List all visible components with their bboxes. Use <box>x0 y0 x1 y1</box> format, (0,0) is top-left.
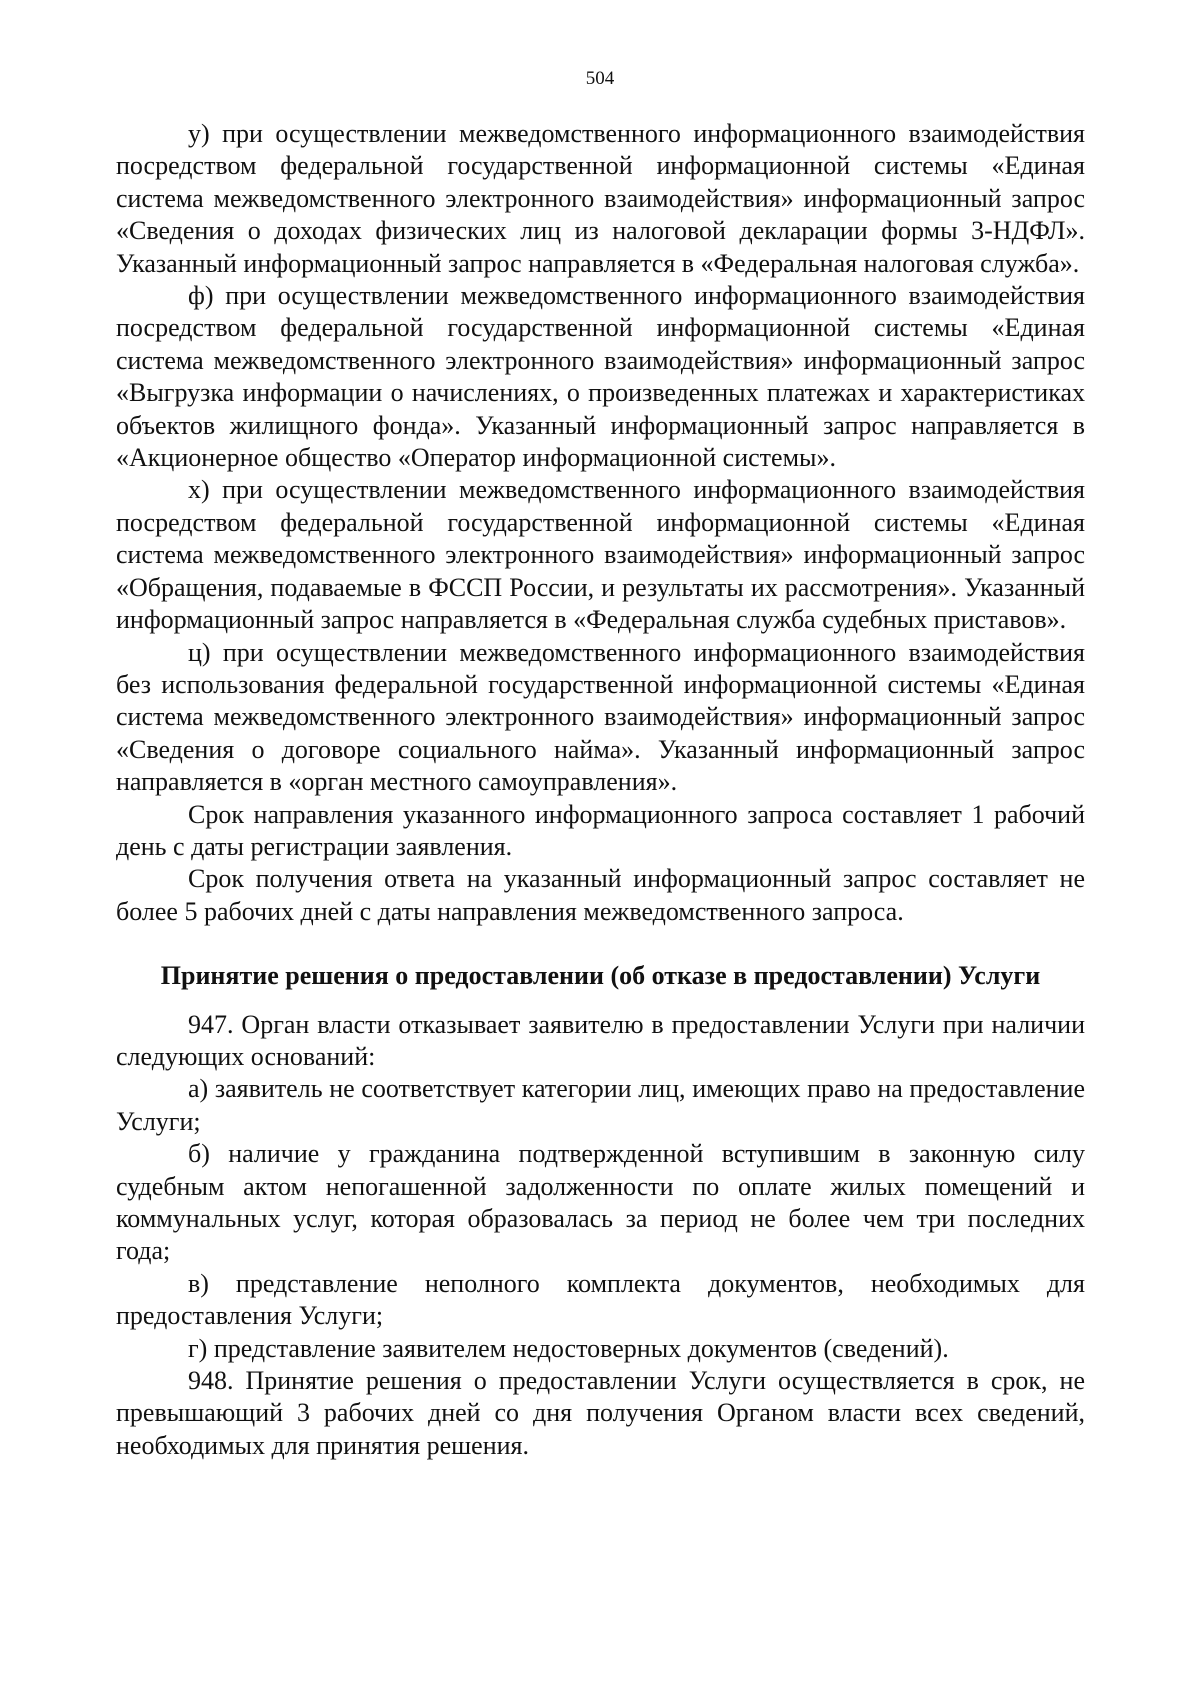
section-heading: Принятие решения о предоставлении (об отказе в предоставлении) Услуги <box>160 961 1041 991</box>
paragraph-kh: х) при осуществлении межведомственного информационного взаимодействия посредством федеральной государственной информационной системы «Единая система межведомственного электронного взаимодействия» информационный запрос «Обращения, подаваемые в ФССП России, и результаты их рассмотрения». Указанный информационный запрос направляется в «Федеральная служба судебных приставов». <box>116 475 1085 635</box>
paragraph-u: у) при осуществлении межведомственного информационного взаимодействия посредством федеральной государственной информационной системы «Единая система межведомственного электронного взаимодействия» информационный запрос «Сведения о доходах физических лиц из налоговой декларации формы 3-НДФЛ». Указанный информационный запрос направляется в «Федеральная налоговая служба». <box>116 119 1085 278</box>
paragraph-response-deadline: Срок получения ответа на указанный информационный запрос составляет не более 5 рабочих дней с даты направления межведомственного запроса. <box>116 864 1085 926</box>
paragraph-947-g: г) представление заявителем недостоверных документов (сведений). <box>188 1333 949 1363</box>
paragraph-request-deadline: Срок направления указанного информационного запроса составляет 1 рабочий день с даты регистрации заявления. <box>116 799 1085 861</box>
paragraph-f: ф) при осуществлении межведомственного информационного взаимодействия посредством федеральной государственной информационной системы «Единая система межведомственного электронного взаимодействия» информационный запрос «Выгрузка информации о начислениях, о произведенных платежах и характеристиках объектов жилищного фонда». Указанный информационный запрос направляется в «Акционерное общество «Оператор информационной системы». <box>116 281 1085 473</box>
paragraph-ts: ц) при осуществлении межведомственного информационного взаимодействия без использования федеральной государственной информационной системы «Единая система межведомственного электронного взаимодействия» информационный запрос «Сведения о договоре социального найма». Указанный информационный запрос направляется в «орган местного самоуправления». <box>116 637 1085 797</box>
document-body <box>116 118 1085 1462</box>
paragraph-947-a: а) заявитель не соответствует категории лиц, имеющих право на предоставление Услуги; <box>116 1074 1085 1136</box>
paragraph-948: 948. Принятие решения о предоставлении Услуги осуществляется в срок, не превышающий 3 рабочих дней со дня получения Органом власти всех сведений, необходимых для принятия решения. <box>116 1366 1085 1460</box>
paragraph-947-v: в) представление неполного комплекта документов, необходимых для предоставления Услуги; <box>116 1268 1085 1331</box>
paragraph-947-b: б) наличие у гражданина подтвержденной вступившим в законную силу судебным актом непогашенной задолженности по оплате жилых помещений и коммунальных услуг, которая образовалась за период не более чем три последних года; <box>116 1139 1085 1266</box>
page-number: 504 <box>585 68 615 89</box>
paragraph-947: 947. Орган власти отказывает заявителю в предоставлении Услуги при наличии следующих оснований: <box>116 1009 1085 1071</box>
